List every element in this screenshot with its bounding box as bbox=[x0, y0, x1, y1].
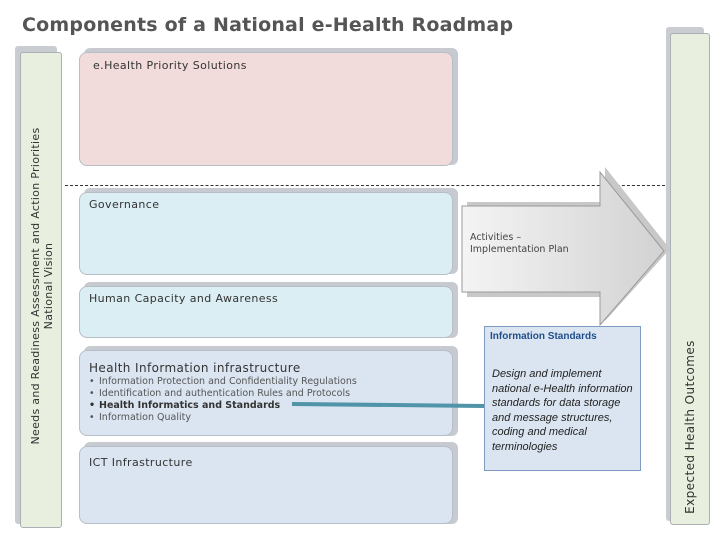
ict-infra-label: ICT Infrastructure bbox=[89, 456, 193, 469]
arrow-label-line2: Implementation Plan bbox=[470, 244, 569, 255]
info-standards-body: Design and implement national e-Health information standards for data storage and message structures, coding and medical terminologies bbox=[492, 368, 633, 453]
bullet-item: • Identification and authentication Rules and Protocols bbox=[89, 388, 351, 399]
arrow-label bbox=[470, 232, 569, 256]
human-capacity-label: Human Capacity and Awareness bbox=[89, 292, 279, 305]
connector-line bbox=[292, 404, 484, 406]
priority-solutions-label: e.Health Priority Solutions bbox=[93, 59, 247, 72]
bullet-item: • Information Protection and Confidentiality Regulations bbox=[89, 376, 357, 387]
left-bar-line2: National Vision bbox=[42, 242, 55, 330]
bullet-item: • Information Quality bbox=[89, 412, 191, 423]
governance-label: Governance bbox=[89, 198, 160, 211]
left-bar-line1: Needs and Readiness Assessment and Action Priorities bbox=[29, 127, 42, 445]
arrow-label-line1: Activities – bbox=[470, 232, 522, 243]
health-info-infra-label: Health Information infrastructure bbox=[89, 361, 301, 375]
bullet-item-highlighted: • Health Informatics and Standards bbox=[89, 400, 281, 411]
info-standards-title: Information Standards bbox=[490, 331, 597, 342]
page-title: Components of a National e-Health Roadmap bbox=[22, 14, 514, 36]
right-bar-label: Expected Health Outcomes bbox=[683, 340, 697, 514]
